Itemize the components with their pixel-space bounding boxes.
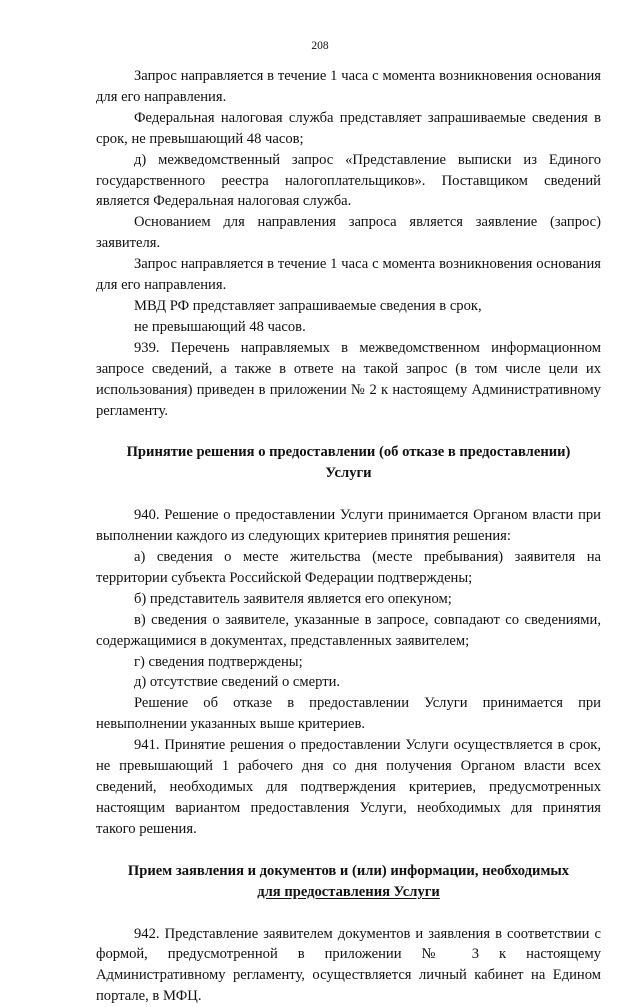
paragraph: МВД РФ представляет запрашиваемые сведения в срок,: [134, 297, 482, 314]
paragraph: Запрос направляется в течение 1 часа с момента возникновения основания для его направления.: [96, 256, 601, 294]
paragraph: а) сведения о месте жительства (месте пребывания) заявителя на территории субъекта Российской Федерации подтверждены;: [96, 549, 601, 586]
spacer: [96, 840, 601, 861]
spacer: [96, 421, 601, 442]
paragraph: 941. Принятие решения о предоставлении Услуги осуществляется в срок, не превышающий 1 рабочего дня со дня получения Органом власти всех сведений, необходимых для подтверждения критериев, предусмотренных настоящим вариантом предоставления Услуги, необходимых для принятия такого решения.: [96, 737, 601, 837]
paragraph: Основанием для направления запроса является заявление (запрос) заявителя.: [96, 214, 601, 252]
heading-line: для предоставления Услуги: [257, 883, 440, 900]
heading-line: Услуги: [325, 465, 372, 482]
spacer: [96, 903, 601, 924]
paragraph: д) отсутствие сведений о смерти.: [134, 674, 341, 691]
page-number: 208: [311, 40, 329, 52]
paragraph: д) межведомственный запрос «Представление выписки из Единого государственного реестра налогоплательщиков». Поставщиком сведений является Федеральная налоговая служба.: [96, 151, 601, 210]
paragraph: Запрос направляется в течение 1 часа с момента возникновения основания для его направления.: [96, 68, 601, 105]
section-heading-decision: [96, 442, 601, 484]
paragraph: в) сведения о заявителе, указанные в запросе, совпадают со сведениями, содержащимися в документах, представленных заявителем;: [96, 611, 601, 649]
section-heading-application: [96, 861, 601, 903]
heading-line: Прием заявления и документов и (или) информации, необходимых: [127, 862, 570, 879]
paragraph: 942. Представление заявителем документов и заявления в соответствии с формой, предусмотренной в приложении № 3 к настоящему Административному регламенту, осуществляется личный кабинет на Едином портале, в МФЦ.: [96, 925, 601, 1005]
heading-line: Принятие решения о предоставлении (об отказе в предоставлении): [126, 444, 571, 461]
paragraph: г) сведения подтверждены;: [134, 653, 303, 670]
paragraph: Федеральная налоговая служба представляет запрашиваемые сведения в срок, не превышающий 48 часов;: [96, 109, 601, 147]
spacer: [96, 484, 601, 505]
document-body: [96, 66, 601, 1007]
paragraph: 939. Перечень направляемых в межведомственном информационном запросе сведений, а также в ответе на такой запрос (в том числе цели их использования) приведен в приложении № 2 к настоящему Административному регламенту.: [96, 339, 601, 419]
paragraph: б) представитель заявителя является его опекуном;: [134, 590, 452, 607]
paragraph: не превышающий 48 часов.: [134, 318, 306, 335]
paragraph: Решение об отказе в предоставлении Услуги принимается при невыполнении указанных выше критериев.: [96, 695, 601, 733]
paragraph: 940. Решение о предоставлении Услуги принимается Органом власти при выполнении каждого из следующих критериев принятия решения:: [96, 507, 601, 545]
